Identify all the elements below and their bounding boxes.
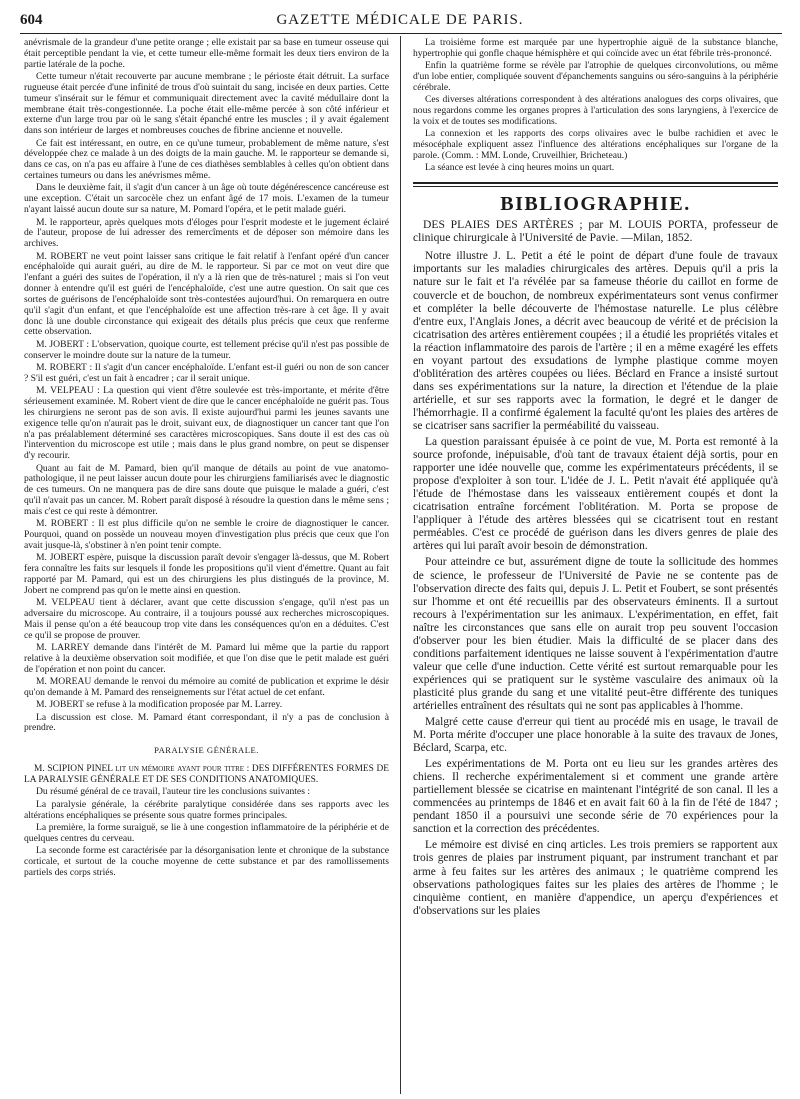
review-paragraph-2: La question paraissant épuisée à ce point de vue, M. Porta est remonté à la source profonde, inépuisable, d'où tant de travaux étaient déjà sortis, pour en rapporter une idée nouvelle que, comme les expérimentateurs précédents, il se propose d'exploiter à son tour. L'idée de J. L. Petit n'avait été appliquée qu'à l'étude de l'hémostase dans les vaisseaux entièrement coupés et dont la cicatrisation entraîne forcément l'oblitération. M. Porta se propose de l'appliquer à l'étude des artères blessées qui se cicatrisent tout en restant perméables. C'est ce procédé de guérison dans les divers genres de plaie des artères qui lui paraît avoir besoin de démonstration. (413, 436, 778, 553)
left-paragraph-17: La discussion est close. M. Pamard étant correspondant, il n'y a pas de conclusion à prendre. (24, 711, 389, 734)
section-paragraph-4: La première, la forme suraiguë, se lie à une congestion inflammatoire de la périphérie et de quelques centres du cerveau. (24, 821, 389, 844)
left-paragraph-13: M. VELPEAU tient à déclarer, avant que cette discussion s'engage, qu'il n'est pas un adversaire du microscope. Au contraire, il a toujours poussé aux recherches microscopiques. Mais il pense qu'on a été beaucoup trop vite dans les conséquences qu'on en a déduites. C'est ce qu'il se propose de prouver. (24, 597, 389, 641)
left-paragraph-9: M. VELPEAU : La question qui vient d'être soulevée est très-importante, et mérite d'être sérieusement examinée. M. Robert vient de dire que le cancer encéphaloïde ne guérit pas. Tous les chirurgiens ne seront pas de son avis. Il existe aujourd'hui parmi les jeunes savants une exigence telle qu'on n'aurait pas le droit, suivant eux, de diagnostiquer un cancer tant que l'on n'a pas préalablement déterminé ses caractères microscopiques. Sans doute il est des cas où l'intervention du microscope est utile ; mais dans le plus grand nombre, on peut se dispenser d'y recourir. (24, 385, 389, 462)
bibliography-rule-thick (413, 182, 778, 184)
left-paragraph-1: anévrismale de la grandeur d'une petite orange ; elle existait par sa base en tumeur osseuse qui était perceptible pendant la vie, et cette tumeur elle-même formait les deux tiers environ de la partie latérale de la poche. (24, 38, 389, 70)
left-paragraph-7: M. JOBERT : L'observation, quoique courte, est tellement précise qu'il n'est pas possible de conserver le moindre doute sur la nature de la tumeur. (24, 338, 389, 361)
page-number: 604 (20, 12, 43, 28)
right-paragraph-2: Enfin la quatrième forme se révèle par l'atrophie de quelques circonvolutions, ou même d'un lobe entier, compliquée souvent d'épanchements sanguins ou séro-sanguins à la périphérie cérébrale. (413, 60, 778, 93)
header-rule (20, 33, 782, 34)
right-paragraph-3: Ces diverses altérations correspondent à des altérations analogues des corps olivaires, que nous regardons comme les organes propres à l'articulation des sons laryngiens, à l'exercice de la voix et de toutes ses modifications. (413, 94, 778, 127)
column-divider (400, 36, 401, 1094)
section-heading-paralysie: PARALYSIE GÉNÉRALE. (154, 745, 259, 756)
bibliography-rule-thin (413, 186, 778, 187)
review-paragraph-3: Pour atteindre ce but, assurément digne de toute la sollicitude des hommes de science, le professeur de l'Université de Pavie ne se contente pas de l'observation directe des faits qui, depuis J. L. Petit et Foubert, se sont présentés sur l'homme et ont été recueillis par des observateurs éminents. Il a surtout recours à l'expérimentation sur les animaux. L'expérimentation, en effet, fait naître les circonstances que sans elle on aurait trop peu souvent l'occasion d'observer pour les bien étudier. Mais la difficulté de se placer dans des conditions parfaitement identiques ne laisse souvent à l'expérimentation d'autre valeur que celle d'une induction. Cette vérité est surtout remarquable pour les expériences qui se pratiquent sur le système vasculaire des animaux où la plasticité plus grande du sang et une vitalité peut-être différente des tuniques artérielles entraînent des résultats qui ne sont pas applicables à l'homme. (413, 556, 778, 712)
review-paragraph-6: Le mémoire est divisé en cinq articles. Les trois premiers se rapportent aux trois genres de plaies par instrument piquant, par instrument tranchant et par arme à feu faites sur les artères des animaux ; le quatrième comprend les observations pathologiques faites sur les plaies des artères de l'homme ; le cinquième contient, en manière d'appendice, un aperçu d'expériences et d'observations sur les plaies (413, 839, 778, 917)
left-paragraph-3: Ce fait est intéressant, en outre, en ce qu'une tumeur, probablement de même nature, s'est développée chez ce malade à un des doigts de la main gauche. M. le rapporteur se demande si, dans ce cas, on n'a pas eu affaire à l'une de ces diathèses semblables à celles qu'on obtient dans certaines tumeurs ou dans les anévrismes même. (24, 137, 389, 182)
pinel-memoir-intro: M. SCIPION PINEL lit un mémoire ayant pour titre : DES DIFFÉRENTES FORMES DE LA PARALYSIE GÉNÉRALE ET DE SES CONDITIONS ANATOMIQUES. (24, 764, 389, 785)
right-paragraph-1: La troisième forme est marquée par une hypertrophie aiguë de la substance blanche, hypertrophie qui gonfle chaque hémisphère et qui coïncide avec un état fébrile très-prononcé. (413, 38, 778, 59)
session-close-note: La séance est levée à cinq heures moins un quart. (425, 162, 615, 174)
left-paragraph-6: M. ROBERT ne veut point laisser sans critique le fait relatif à l'enfant opéré d'un cancer encéphaloïde qui aurait guéri, au dire de M. le rapporteur. Si par ce mot on veut dire que l'enfant a guéri des suites de l'opération, il n'y a là rien que de très-naturel ; mais si l'on veut donner à entendre qu'il est guéri de l'encéphaloïde, c'est une autre question. On sait que ces sortes de guérisons de l'encéphaloïde sont très-contestées aujourd'hui. On remarquera en outre qu'il s'agit d'un enfant, et que l'encéphaloïde est une affection très-rare à cet âge. Il y avait donc là une double circonstance qui exigeait des détails plus précis que ceux que renferme cette observation. (24, 250, 389, 338)
left-paragraph-15: M. MOREAU demande le renvoi du mémoire au comité de publication et exprime le désir qu'on demande à M. Pamard des renseignements sur l'état actuel de cet enfant. (24, 676, 389, 698)
left-paragraph-4: Dans le deuxième fait, il s'agit d'un cancer à un âge où toute dégénérescence cancéreuse est une exception. C'était un sarcocèle chez un enfant âgé de 17 mois. L'examen de la tumeur n'ayant laissé aucun doute sur sa nature, M. Pomard l'opéra, et le petit malade guéri. (24, 182, 389, 216)
right-paragraph-4: La connexion et les rapports des corps olivaires avec le bulbe rachidien et avec le mésocéphale expliquent assez l'influence des altérations encéphaliques sur l'organe de la parole. (Comm. : MM. Londe, Cruveilhier, Bricheteau.) (413, 128, 778, 161)
left-paragraph-14: M. LARREY demande dans l'intérêt de M. Pamard lui même que la partie du rapport relative à la deuxième observation soit modifiée, et que l'on dise que le petit malade est guéri de l'opération et non point du cancer. (24, 642, 389, 675)
right-column (413, 38, 778, 1088)
left-paragraph-8: M. ROBERT : Il s'agit d'un cancer encéphaloïde. L'enfant est-il guéri ou non de son cancer ? S'il est guéri, c'est un fait à encadrer ; car il serait unique. (24, 361, 389, 384)
left-column (24, 38, 389, 1088)
review-paragraph-1: Notre illustre J. L. Petit a été le point de départ d'une foule de travaux importants sur les maladies chirurgicales des artères. Depuis qu'il a pris la nature sur le fait et l'a révélée par sa fameuse théorie du caillot en forme de couvercle et de bouchon, de nombreux expérimentateurs sont venus confirmer et compléter la belle découverte de l'hémostase naturelle. Le plus célèbre d'entre eux, l'Anglais Jones, a décrit avec beaucoup de vérité et de précision la cicatrisation des artères entièrement coupées ; il a étudié les propriétés vitales et la réaction inflammatoire des parois de l'artère ; il en a même exagéré les effets en voyant partout des exsudations de lymphe plastique comme moyen d'oblitération des artères coupées ou liées. Béclard en France a insisté surtout dans ses expérimentations sur la nature, la direction et l'étendue de la plaie artérielle, et sur ses rapports avec la formation, le degré et le danger de l'hémorrhagie. Il a confirmé également la faculté qu'ont les plaies des artères de se cicatriser sans sacrifier la perméabilité du vaisseau. (413, 250, 778, 432)
left-paragraph-10: Quant au fait de M. Pamard, bien qu'il manque de détails au point de vue anatomo-pathologique, il ne peut laisser aucun doute pour les chirurgiens familiarisés avec le diagnostic de ces tumeurs. On ne manquera pas de dire sans doute que puisque le malade a guéri, c'est qu'il n'avait pas un cancer. M. Robert paraît disposé à résoudre la question dans le même sens ; mais c'est ce qui reste à démontrer. (24, 462, 389, 517)
left-paragraph-12: M. JOBERT espère, puisque la discussion paraît devoir s'engager là-dessus, que M. Robert fera connaître les faits sur lesquels il fonde les propositions qu'il vient d'émettre. Quant au fait rapporté par M. Pamard, qui est un des chirurgiens les plus distingués de la province, M. Jobert ne comprend pas qu'on le mette ainsi en question. (24, 552, 389, 596)
review-body (413, 250, 778, 917)
review-paragraph-5: Les expérimentations de M. Porta ont eu lieu sur les grandes artères des chiens. Il recherche expérimentalement si et comment une grande artère partiellement blessée se cicatrise en maintenant l'intégrité de son canal. Il les a commencées au printemps de 1846 et en avait fait 60 à la fin de l'été de 1847 ; pendant 1850 il a poursuivi une seconde série de 70 expériences pour la sanction et la correction des précédentes. (413, 758, 778, 836)
left-paragraph-2: Cette tumeur n'était recouverte par aucune membrane ; le périoste était détruit. La surface rugueuse était percée d'une infinité de trous d'où suintait du sang, incisée en deux parties. Cette tumeur s'insérait sur le fémur et communiquait directement avec la cavité médullaire dont la membrane était très-congestionnée. La poche était elle-même percée à son côté inférieur et externe d'un large trou par où le sang s'était épanché entre les muscles ; il y avait également dans son intérieur de larges et nombreuses couches de fibrine ancienne et nouvelle. (24, 71, 389, 137)
section-paragraph-2: Du résumé général de ce travail, l'auteur tire les conclusions suivantes : (36, 786, 310, 798)
section-paragraph-5: La seconde forme est caractérisée par la désorganisation lente et chronique de la substance corticale, et surtout de la couche moyenne de cette substance et par des ramollissements partiels des corps striés. (24, 845, 389, 878)
section-paragraph-3: La paralysie générale, la cérébrite paralytique considérée dans ses rapports avec les altérations encéphaliques se présente sous quatre formes principales. (24, 798, 389, 821)
reviewed-book-title: DES PLAIES DES ARTÈRES ; par M. LOUIS PORTA, professeur de clinique chirurgicale à l'Université de Pavie. —Milan, 1852. (413, 217, 778, 245)
left-paragraph-16: M. JOBERT se refuse à la modification proposée par M. Larrey. (36, 699, 283, 711)
review-paragraph-4: Malgré cette cause d'erreur qui tient au procédé mis en usage, le travail de M. Porta mérite d'occuper une place honorable à la suite des travaux de Jones, Béclard, Scarpa, etc. (413, 716, 778, 755)
page-header (20, 8, 780, 32)
journal-title: GAZETTE MÉDICALE DE PARIS. (276, 12, 524, 28)
left-paragraph-11: M. ROBERT : Il est plus difficile qu'on ne semble le croire de diagnostiquer le cancer. Pourquoi, quand on possède un nouveau moyen d'investigation plus précis que ceux que l'on avait jusque-là, s'obstiner à n'en point tenir compte. (24, 518, 389, 551)
bibliography-heading: BIBLIOGRAPHIE. (500, 193, 691, 216)
left-paragraph-5: M. le rapporteur, après quelques mots d'éloges pour l'esprit modeste et le jugement éclairé de l'auteur, propose de lui adresser des remercîments et de déposer son mémoire dans les archives. (24, 216, 389, 250)
